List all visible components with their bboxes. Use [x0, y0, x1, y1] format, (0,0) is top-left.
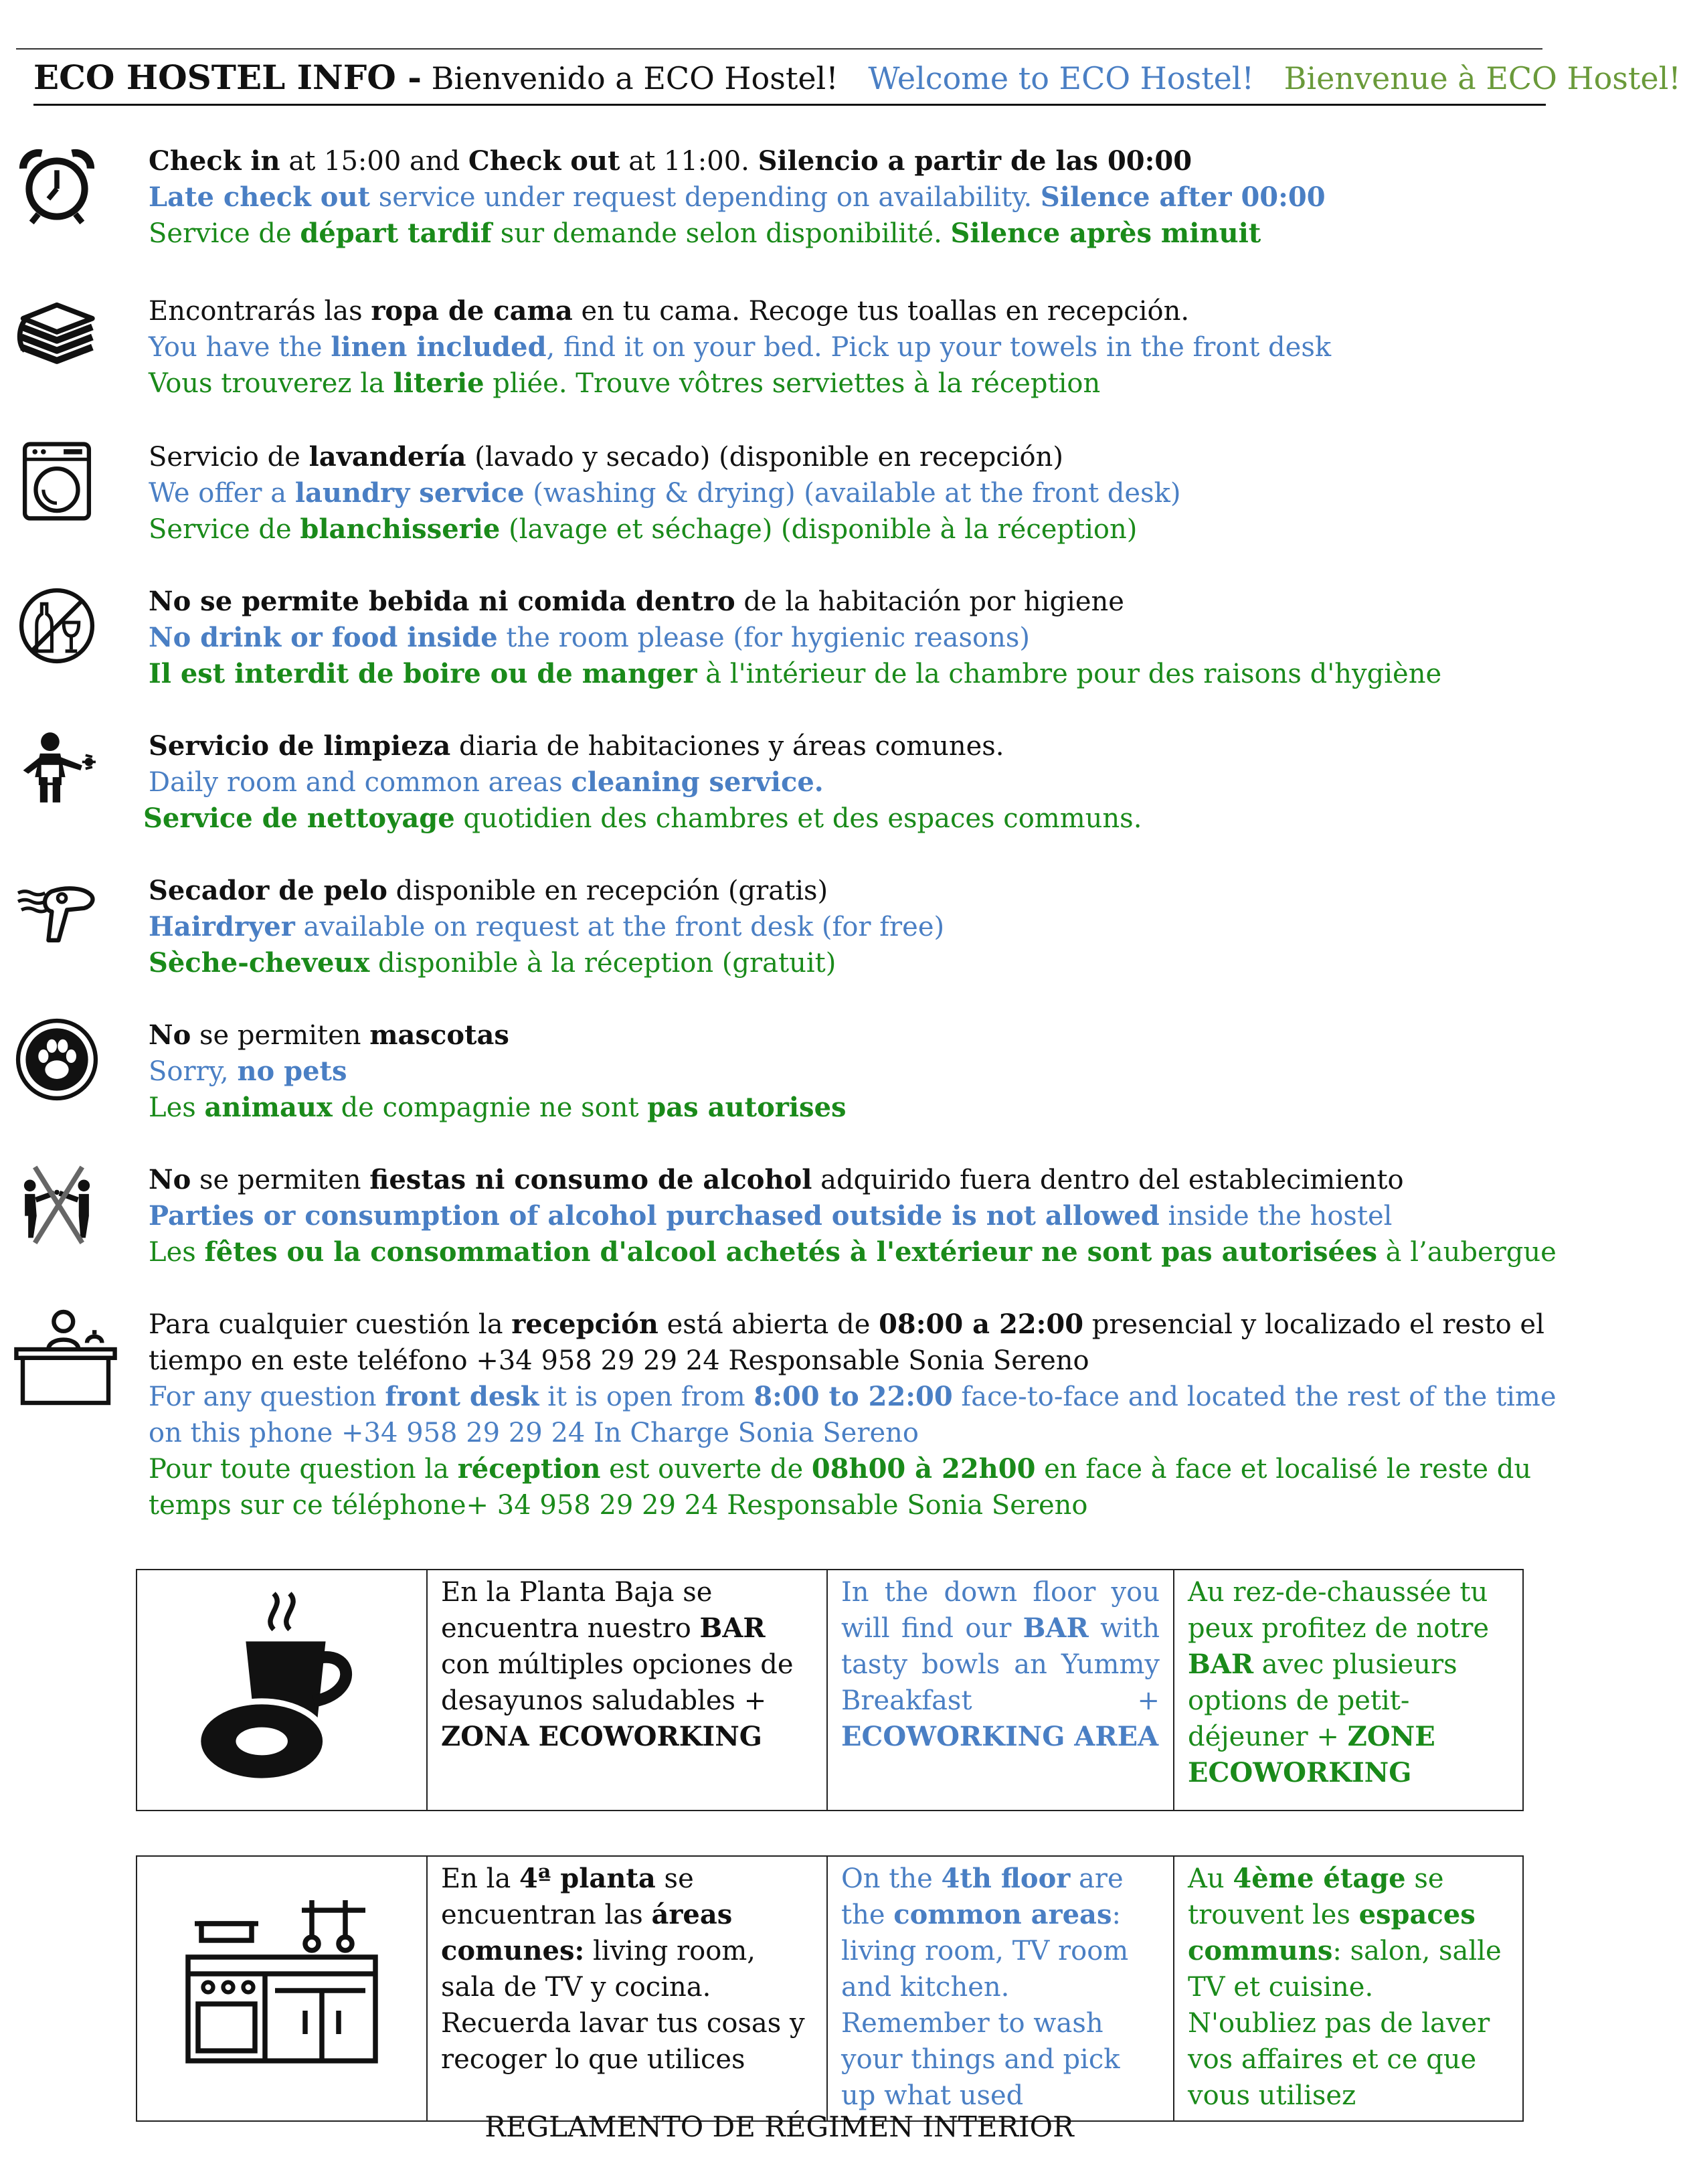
line-spanish: [149, 873, 1540, 909]
linen-text: [149, 293, 1540, 402]
reception-desk-icon: [12, 1307, 119, 1414]
text-segment: available on request at the front desk (for free): [294, 912, 945, 942]
bar-english-cell: [827, 1570, 1174, 1811]
text-segment: Service de: [149, 514, 300, 545]
bold-text-segment: No se permite bebida ni comida dentro: [149, 586, 735, 617]
bold-text-segment: Silence after 00:00: [1040, 181, 1326, 213]
line-english: [149, 909, 1540, 945]
line-english: [149, 764, 1540, 801]
bold-text-segment: Secador de pelo: [149, 875, 387, 906]
bold-text-segment: pas autorises: [647, 1092, 847, 1123]
bold-text-segment: Check in: [149, 145, 280, 177]
bold-text-segment: No drink or food inside: [149, 622, 498, 653]
text-segment: are the: [841, 1863, 1124, 1930]
text-segment: at 11:00.: [620, 146, 758, 177]
bar-icon-cell: [137, 1570, 427, 1811]
text-segment: Daily room and common areas: [149, 767, 571, 798]
bold-text-segment: front desk: [385, 1381, 539, 1412]
line-english: [149, 1198, 1540, 1234]
line-english: [149, 329, 1540, 365]
text-segment: diaria de habitaciones y áreas comunes.: [450, 731, 1004, 762]
text-segment: : salon, salle TV et cuisine. N'oubliez pas de laver vos affaires et ce que vous utilisez: [1188, 1936, 1502, 2111]
bold-text-segment: áreas comunes:: [441, 1899, 733, 1966]
reception-text: [149, 1307, 1557, 1523]
kitchen-info-table: [136, 1855, 1524, 2122]
text-segment: it is open from: [539, 1381, 754, 1412]
welcome-spanish: Bienvenido a ECO Hostel!: [431, 60, 838, 96]
bold-text-segment: mascotas: [369, 1019, 509, 1051]
text-segment: Les: [149, 1092, 205, 1123]
text-segment: Pour toute question la: [149, 1454, 458, 1485]
line-spanish-2: [149, 1343, 1540, 1379]
line-english: [149, 620, 1540, 656]
bold-text-segment: ECOWORKING AREA: [841, 1721, 1159, 1752]
folded-linen-icon: [15, 293, 99, 377]
no-food-text: [149, 584, 1540, 692]
line-french: [149, 1234, 1557, 1270]
text-segment: Servicio de: [149, 442, 309, 473]
text-segment: adquirido fuera dentro del establecimiento: [812, 1165, 1404, 1195]
no-party-icon: [15, 1162, 99, 1246]
bold-text-segment: 4ème étage: [1233, 1863, 1406, 1894]
bold-text-segment: Service de nettoyage: [143, 803, 455, 834]
line-english-2: [149, 1415, 1540, 1451]
line-french: [149, 945, 1540, 981]
kitchen-french-cell: [1174, 1856, 1523, 2121]
bold-text-segment: espaces communs: [1188, 1899, 1476, 1966]
text-segment: : living room, TV room and kitchen. Remember to wash your things and pick up what used: [841, 1900, 1129, 2111]
text-segment: en face à face et localisé le reste du: [1035, 1454, 1532, 1485]
text-segment: se trouvent les: [1188, 1863, 1444, 1930]
welcome-english: Welcome to ECO Hostel!: [868, 60, 1254, 96]
text-segment: avec plusieurs options de petit-déjeuner +: [1188, 1649, 1457, 1752]
kitchen-spanish-cell: [427, 1856, 827, 2121]
line-french: [149, 216, 1540, 252]
text-segment: the room please (for hygienic reasons): [497, 622, 1030, 653]
bold-text-segment: 08h00 à 22h00: [811, 1453, 1036, 1485]
text-segment: pliée. Trouve vôtres serviettes à la réception: [484, 368, 1101, 399]
checkin-text: [149, 143, 1540, 252]
bold-text-segment: ZONE ECOWORKING: [1188, 1721, 1435, 1788]
line-spanish: [149, 1017, 1540, 1054]
text-segment: For any question: [149, 1381, 385, 1412]
bold-text-segment: Check out: [468, 145, 620, 177]
bold-text-segment: lavandería: [308, 441, 466, 473]
bold-text-segment: fêtes ou la consommation d'alcool achetés à l'extérieur ne sont pas autorisées: [204, 1236, 1377, 1268]
bold-text-segment: 08:00 a 22:00: [879, 1309, 1084, 1340]
line-spanish: [149, 293, 1540, 329]
text-segment: face-to-face and located the rest of the time: [952, 1381, 1557, 1412]
text-segment: on this phone +34 958 29 29 24 In Charge Sonia Sereno: [149, 1418, 919, 1448]
line-spanish: [149, 439, 1540, 475]
bold-text-segment: literie: [393, 367, 484, 399]
text-segment: se encuentran las: [441, 1863, 694, 1930]
parties-text: [149, 1162, 1557, 1270]
bold-text-segment: no pets: [237, 1056, 347, 1087]
line-french: [149, 656, 1540, 692]
text-segment: inside the hostel: [1159, 1201, 1393, 1232]
text-segment: service under request depending on availability.: [370, 182, 1041, 213]
text-segment: In the down floor you will find our: [841, 1577, 1160, 1644]
text-segment: with tasty bowls an Yummy Breakfast +: [841, 1613, 1160, 1716]
text-segment: presencial y localizado el resto el: [1083, 1309, 1544, 1340]
kitchen-icon-cell: [137, 1856, 427, 2121]
text-segment: (washing & drying) (available at the front desk): [524, 478, 1181, 509]
bold-text-segment: ZONA ECOWORKING: [441, 1721, 762, 1752]
text-segment: disponible à la réception (gratuit): [369, 948, 836, 979]
text-segment: se permiten: [191, 1020, 370, 1051]
bold-text-segment: BAR: [1023, 1612, 1089, 1644]
text-segment: En la Planta Baja se encuentra nuestro: [441, 1577, 713, 1644]
text-segment: à l'intérieur de la chambre pour des raisons d'hygiène: [697, 659, 1442, 689]
bold-text-segment: Servicio de limpieza: [149, 730, 451, 762]
bold-text-segment: Il est interdit de boire ou de manger: [149, 658, 697, 689]
bold-text-segment: laundry service: [294, 477, 525, 509]
line-french: [149, 1090, 1540, 1126]
text-segment: de la habitación por higiene: [735, 586, 1124, 617]
kitchen-icon: [181, 1900, 382, 2068]
line-spanish: [149, 584, 1540, 620]
bold-text-segment: BAR: [699, 1612, 766, 1644]
text-segment: Au: [1188, 1863, 1233, 1894]
bold-text-segment: No: [149, 1019, 191, 1051]
text-segment: Les: [149, 1237, 205, 1268]
hairdryer-icon: [15, 873, 99, 957]
text-segment: (lavado y secado) (disponible en recepción): [466, 442, 1063, 473]
line-french-2: [149, 1487, 1540, 1523]
text-segment: en tu cama. Recoge tus toallas en recepción.: [572, 296, 1190, 327]
hairdryer-text: [149, 873, 1540, 981]
coffee-donut-icon: [181, 1582, 382, 1789]
bold-text-segment: recepción: [511, 1309, 658, 1340]
text-segment: Para cualquier cuestión la: [149, 1309, 512, 1340]
text-segment: temps sur ce téléphone+ 34 958 29 29 24 Responsable Sonia Sereno: [149, 1490, 1088, 1521]
text-segment: Au rez-de-chaussée tu peux profitez de notre: [1188, 1577, 1490, 1644]
bold-text-segment: réception: [457, 1453, 601, 1485]
bold-text-segment: linen included: [331, 331, 547, 363]
text-segment: est ouverte de: [600, 1454, 812, 1485]
laundry-text: [149, 439, 1540, 548]
bold-text-segment: Parties or consumption of alcohol purchased outside is not allowed: [149, 1200, 1160, 1232]
no-food-drink-icon: [15, 584, 99, 668]
bold-text-segment: Silencio a partir de las 00:00: [758, 145, 1192, 177]
text-segment: con múltiples opciones de desayunos saludables +: [441, 1649, 794, 1716]
bold-text-segment: cleaning service.: [571, 766, 824, 798]
bold-text-segment: Hairdryer: [149, 911, 295, 942]
line-spanish: [149, 728, 1540, 764]
line-english: [149, 179, 1540, 216]
bar-spanish-cell: [427, 1570, 827, 1811]
text-segment: We offer a: [149, 478, 295, 509]
page-title: ECO HOSTEL INFO -: [33, 58, 422, 97]
text-segment: , find it on your bed. Pick up your towels in the front desk: [546, 332, 1332, 363]
text-segment: You have the: [149, 332, 331, 363]
bold-text-segment: Sèche-cheveux: [149, 947, 370, 979]
cleaning-text: [143, 728, 1540, 837]
kitchen-english-cell: [827, 1856, 1174, 2121]
bold-text-segment: ropa de cama: [371, 295, 573, 327]
alarm-clock-icon: [15, 143, 99, 228]
bold-text-segment: 8:00 to 22:00: [754, 1381, 953, 1412]
line-spanish: [149, 1162, 1540, 1198]
line-spanish-1: [149, 1307, 1544, 1343]
bold-text-segment: common areas: [893, 1899, 1112, 1930]
line-english: [149, 1054, 1540, 1090]
text-segment: Service de: [149, 218, 300, 249]
line-french-1: [149, 1451, 1540, 1487]
text-segment: quotidien des chambres et des espaces communs.: [454, 803, 1142, 834]
text-segment: Sorry,: [149, 1056, 238, 1087]
top-rule: [16, 48, 1542, 50]
bold-text-segment: Silence après minuit: [950, 218, 1261, 249]
bold-text-segment: départ tardif: [300, 218, 492, 249]
page-header: [33, 56, 1681, 106]
text-segment: sur demande selon disponibilité.: [492, 218, 951, 249]
line-english-1: [149, 1379, 1557, 1415]
bold-text-segment: blanchisserie: [300, 513, 501, 545]
bold-text-segment: BAR: [1188, 1649, 1254, 1680]
line-english: [149, 475, 1540, 511]
bold-text-segment: 4ª planta: [519, 1863, 656, 1894]
text-segment: está abierta de: [658, 1309, 879, 1340]
text-segment: se permiten: [191, 1165, 370, 1195]
text-segment: En la: [441, 1863, 520, 1894]
bold-text-segment: fiestas ni consumo de alcohol: [369, 1164, 812, 1195]
bold-text-segment: Late check out: [149, 181, 371, 213]
line-spanish: [149, 143, 1540, 179]
line-french: [143, 801, 1540, 837]
text-segment: disponible en recepción (gratis): [387, 875, 828, 906]
bar-french-cell: [1174, 1570, 1523, 1811]
bar-info-table: [136, 1569, 1524, 1811]
text-segment: de compagnie ne sont: [332, 1092, 648, 1123]
cleaning-maid-icon: [15, 728, 99, 813]
pets-text: [149, 1017, 1540, 1126]
line-french: [149, 511, 1540, 548]
text-segment: at 15:00 and: [280, 146, 468, 177]
washing-machine-icon: [15, 439, 99, 523]
welcome-french: Bienvenue à ECO Hostel!: [1284, 60, 1681, 96]
text-segment: à l’aubergue: [1377, 1237, 1557, 1268]
paw-icon: [15, 1017, 99, 1102]
bold-text-segment: No: [149, 1164, 191, 1195]
text-segment: tiempo en este teléfono +34 958 29 29 24 Responsable Sonia Sereno: [149, 1345, 1089, 1376]
text-segment: Vous trouverez la: [149, 368, 393, 399]
bold-text-segment: 4th floor: [941, 1863, 1071, 1894]
text-segment: living room, sala de TV y cocina. Recuerda lavar tus cosas y recoger lo que utilices: [441, 1936, 805, 2075]
text-segment: Encontrarás las: [149, 296, 371, 327]
bold-text-segment: animaux: [204, 1092, 333, 1123]
text-segment: (lavage et séchage) (disponible à la réception): [500, 514, 1138, 545]
text-segment: On the: [841, 1863, 942, 1894]
footer-title: REGLAMENTO DE RÉGIMEN INTERIOR: [484, 2110, 1074, 2143]
line-french: [149, 365, 1540, 402]
